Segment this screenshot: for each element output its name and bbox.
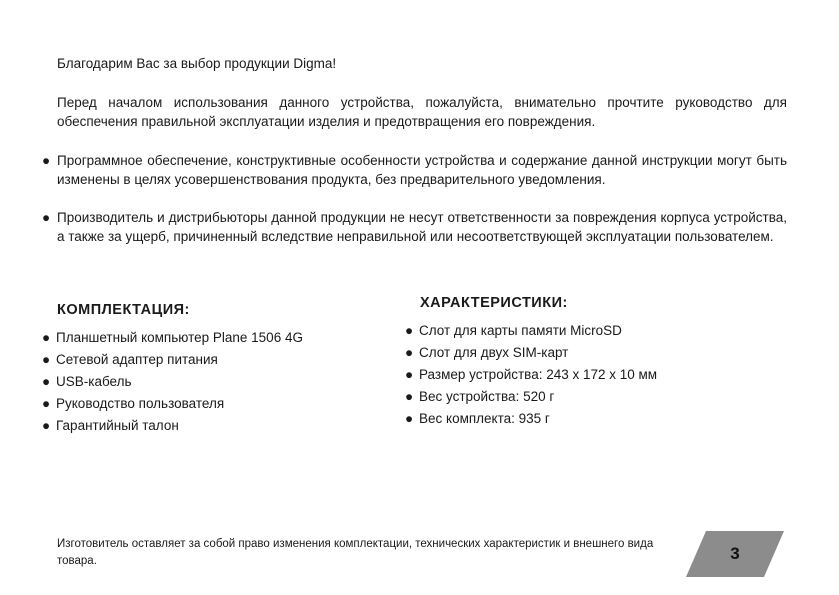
notice-software-text: Программное обеспечение, конструктивные особенности устройства и содержание данной инструкции могут быть изменены в целях усовершенствования продукта, без предварительного уведомления. — [57, 153, 787, 187]
bullet-icon: ● — [42, 210, 51, 225]
bullet-icon: ● — [42, 330, 51, 345]
bullet-icon: ● — [405, 411, 414, 426]
bullet-icon: ● — [405, 323, 414, 338]
package-title: КОМПЛЕКТАЦИЯ: — [57, 302, 190, 318]
list-item: ● Сетевой адаптер питания — [42, 349, 303, 371]
bullet-icon: ● — [42, 352, 51, 367]
list-item: ● Вес устройства: 520 г — [405, 386, 657, 408]
bullet-icon: ● — [42, 153, 51, 168]
list-item: ● Руководство пользователя — [42, 393, 303, 415]
page-number: 3 — [730, 544, 740, 563]
specs-title: ХАРАКТЕРИСТИКИ: — [420, 295, 568, 311]
bullet-icon: ● — [42, 396, 51, 411]
list-item: ● Слот для двух SIM-карт — [405, 342, 657, 364]
footer-note: Изготовитель оставляет за собой право изменения комплектации, технических характеристик и внешнего вида товара. — [57, 538, 654, 567]
notice-software — [42, 151, 787, 209]
list-item: ● Планшетный компьютер Plane 1506 4G — [42, 327, 303, 349]
bullet-icon: ● — [405, 389, 414, 404]
list-item: ● Гарантийный талон — [42, 415, 303, 437]
list-item: ● Размер устройства: 243 x 172 x 10 мм — [405, 364, 657, 386]
bullet-icon: ● — [42, 374, 51, 389]
intro-thanks: Благодарим Вас за выбор продукции Digma! — [57, 56, 337, 71]
bullet-icon: ● — [42, 418, 51, 433]
notice-liability — [42, 208, 787, 266]
notice-liability-text: Производитель и дистрибьюторы данной продукции не несут ответственности за повреждения корпуса устройства, а также за ущерб, причиненный вследствие неправильной или несоответствующей эксплуатации пользователем. — [57, 210, 787, 244]
intro-read-manual: Перед началом использования данного устройства, пожалуйста, внимательно прочтите руководство для обеспечения правильной эксплуатации изделия и предотвращения его повреждения. — [57, 95, 787, 129]
bullet-icon: ● — [405, 367, 414, 382]
list-item: ● Слот для карты памяти MicroSD — [405, 320, 657, 342]
list-item: ● Вес комплекта: 935 г — [405, 408, 657, 430]
list-item: ● USB-кабель — [42, 371, 303, 393]
specs-list — [405, 320, 657, 430]
package-list — [42, 327, 303, 437]
bullet-icon: ● — [405, 345, 414, 360]
